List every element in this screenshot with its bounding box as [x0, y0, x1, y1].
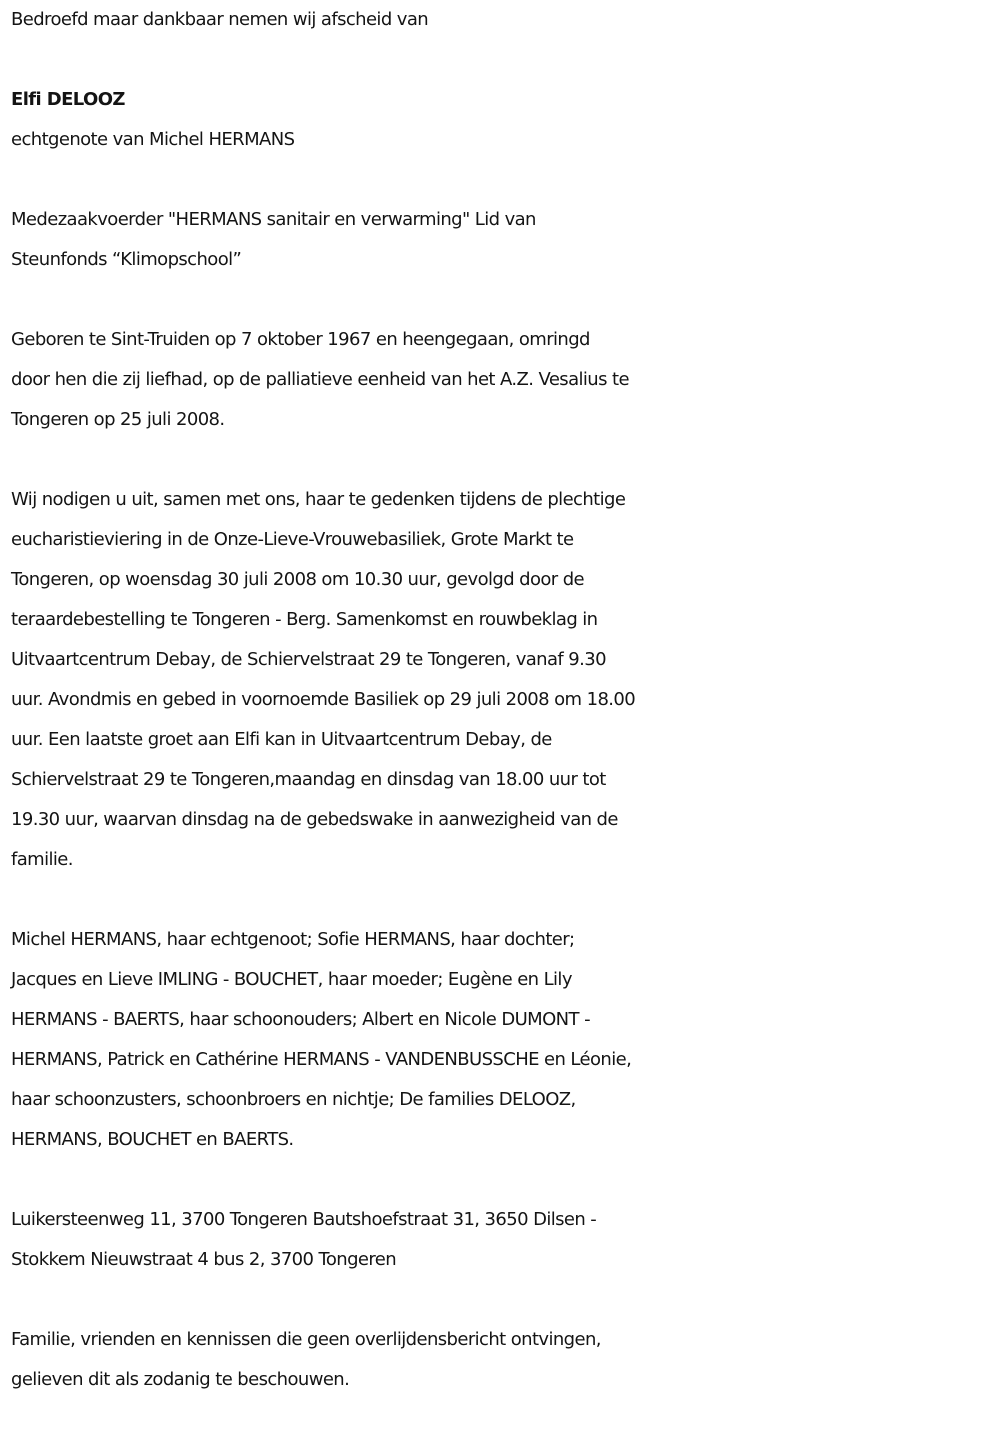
- intro-paragraph: [11, 0, 996, 40]
- family-paragraph: [11, 920, 996, 1160]
- roles-line: Steunfonds “Klimopschool”: [11, 249, 242, 270]
- addresses-paragraph: [11, 1200, 996, 1280]
- family-line: Jacques en Lieve IMLING - BOUCHET, haar moeder; Eugène en Lily: [11, 969, 572, 990]
- closing-paragraph: [11, 1320, 996, 1400]
- family-line: haar schoonzusters, schoonbroers en nichtje; De families DELOOZ,: [11, 1089, 576, 1110]
- ceremony-line: Schiervelstraat 29 te Tongeren,maandag en dinsdag van 18.00 uur tot: [11, 769, 606, 790]
- name-paragraph: [11, 80, 996, 160]
- address-line: Stokkem Nieuwstraat 4 bus 2, 3700 Tongeren: [11, 1249, 397, 1270]
- ceremony-line: uur. Avondmis en gebed in voornoemde Basiliek op 29 juli 2008 om 18.00: [11, 689, 636, 710]
- spouse-line: echtgenote van Michel HERMANS: [11, 129, 295, 150]
- death-notice: [11, 0, 996, 1400]
- closing-line: Familie, vrienden en kennissen die geen overlijdensbericht ontvingen,: [11, 1329, 601, 1350]
- ceremony-line: teraardebestelling te Tongeren - Berg. Samenkomst en rouwbeklag in: [11, 609, 598, 630]
- birth-death-line: Geboren te Sint-Truiden op 7 oktober 1967 en heengegaan, omringd: [11, 329, 590, 350]
- deceased-name: Elfi DELOOZ: [11, 89, 125, 110]
- roles-line: Medezaakvoerder "HERMANS sanitair en verwarming" Lid van: [11, 209, 536, 230]
- intro-line: Bedroefd maar dankbaar nemen wij afscheid van: [11, 9, 429, 30]
- address-line: Luikersteenweg 11, 3700 Tongeren Bautshoefstraat 31, 3650 Dilsen -: [11, 1209, 597, 1230]
- roles-paragraph: [11, 200, 996, 280]
- family-line: HERMANS - BAERTS, haar schoonouders; Albert en Nicole DUMONT -: [11, 1009, 590, 1030]
- family-line: Michel HERMANS, haar echtgenoot; Sofie HERMANS, haar dochter;: [11, 929, 575, 950]
- family-line: HERMANS, BOUCHET en BAERTS.: [11, 1129, 294, 1150]
- birth-death-line: Tongeren op 25 juli 2008.: [11, 409, 225, 430]
- family-line: HERMANS, Patrick en Cathérine HERMANS - VANDENBUSSCHE en Léonie,: [11, 1049, 632, 1070]
- ceremony-line: eucharistieviering in de Onze-Lieve-Vrouwebasiliek, Grote Markt te: [11, 529, 574, 550]
- ceremony-line: 19.30 uur, waarvan dinsdag na de gebedswake in aanwezigheid van de: [11, 809, 618, 830]
- birth-death-line: door hen die zij liefhad, op de palliatieve eenheid van het A.Z. Vesalius te: [11, 369, 629, 390]
- ceremony-paragraph: [11, 480, 996, 880]
- birth-death-paragraph: [11, 320, 996, 440]
- ceremony-line: Tongeren, op woensdag 30 juli 2008 om 10.30 uur, gevolgd door de: [11, 569, 585, 590]
- ceremony-line: Uitvaartcentrum Debay, de Schiervelstraat 29 te Tongeren, vanaf 9.30: [11, 649, 606, 670]
- ceremony-line: Wij nodigen u uit, samen met ons, haar te gedenken tijdens de plechtige: [11, 489, 626, 510]
- ceremony-line: uur. Een laatste groet aan Elfi kan in Uitvaartcentrum Debay, de: [11, 729, 552, 750]
- closing-line: gelieven dit als zodanig te beschouwen.: [11, 1369, 350, 1390]
- ceremony-line: familie.: [11, 849, 73, 870]
